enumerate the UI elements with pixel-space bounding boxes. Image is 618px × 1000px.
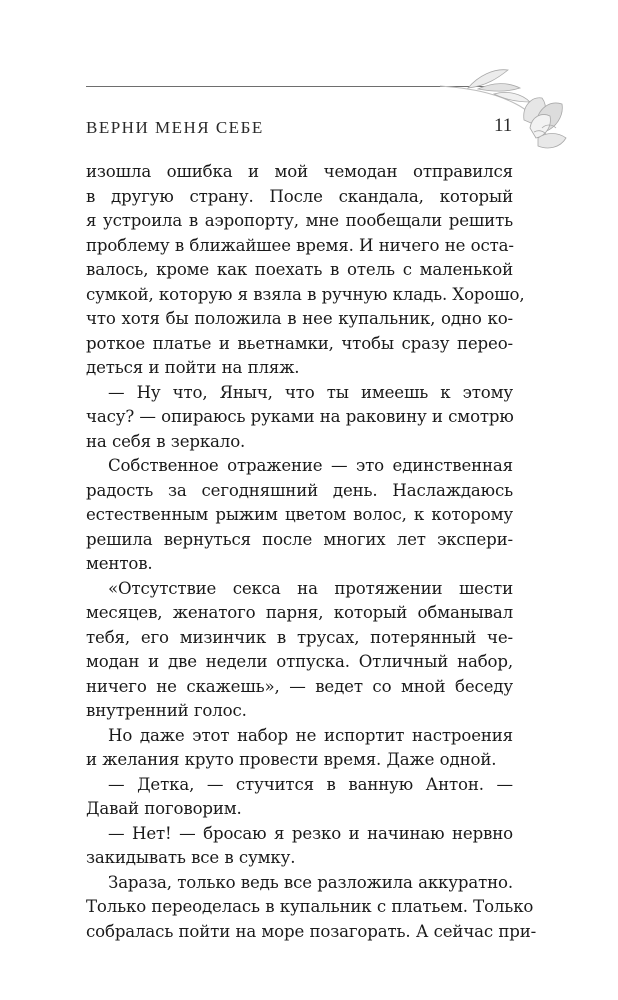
text-line: ничего не скажешь», — ведет со мной беседу [86, 676, 513, 696]
text-line: проблему в ближайшее время. И ничего не оста- [86, 235, 514, 255]
text-line: сумкой, которую я взяла в ручную кладь. Хорошо, [86, 284, 525, 304]
text-line: роткое платье и вьетнамки, чтобы сразу переo- [86, 333, 513, 353]
text-line: часу? — опираюсь руками на раковину и смотрю [86, 407, 514, 426]
text-line: валось, кроме как поехать в отель с маленькой [86, 260, 513, 279]
text-line: в другую страну. После скандала, который [86, 186, 513, 206]
running-title: ВЕРНИ МЕНЯ СЕБЕ [86, 118, 264, 137]
text-line: «Отсутствие секса на протяжении шести [108, 578, 513, 598]
text-line: — Нет! — бросаю я резко и начинаю нервно [108, 823, 513, 843]
text-line: Но даже этот набор не испортит настроения [108, 725, 513, 745]
text-line: месяцев, женатого парня, который обманывал [86, 603, 513, 622]
page-number: 11 [494, 115, 513, 136]
text-line: Давай поговорим. [86, 799, 242, 818]
body-text [86, 160, 537, 944]
text-line: что хотя бы положила в нее купальник, одно ко- [86, 309, 513, 328]
text-line: модан и две недели отпуска. Отличный набор, [86, 652, 513, 671]
text-line: решила вернуться после многих лет экспери- [86, 529, 513, 549]
text-line: тебя, его мизинчик в трусах, потерянный че- [86, 627, 513, 647]
text-line: я устроила в аэропорту, мне пообещали решить [86, 211, 513, 230]
text-line: ментов. [86, 554, 153, 573]
text-line: радость за сегодняшний день. Наслаждаюсь [86, 480, 513, 500]
text-line: Собственное отражение — это единственная [108, 456, 513, 475]
text-line: — Детка, — стучится в ванную Антон. — [108, 774, 513, 794]
text-line: деться и пойти на пляж. [86, 358, 300, 377]
text-line: внутренний голос. [86, 701, 247, 720]
text-line: закидывать все в сумку. [86, 848, 296, 867]
text-line: Только переоделась в купальник с платьем. Только [86, 897, 534, 916]
text-line: — Ну что, Яныч, что ты имеешь к этому [108, 382, 513, 402]
tulip-flower-icon [438, 58, 572, 168]
header-rule [86, 86, 486, 87]
text-line: и желания круто провести время. Даже одной. [86, 750, 497, 769]
text-line: собралась пойти на море позагорать. А сейчас при- [86, 921, 537, 941]
text-line: естественным рыжим цветом волос, к которому [86, 505, 513, 524]
text-line: на себя в зеркало. [86, 431, 246, 451]
text-line: изошла ошибка и мой чемодан отправился [86, 162, 513, 181]
text-line: Зараза, только ведь все разложила аккуратно. [108, 872, 513, 892]
